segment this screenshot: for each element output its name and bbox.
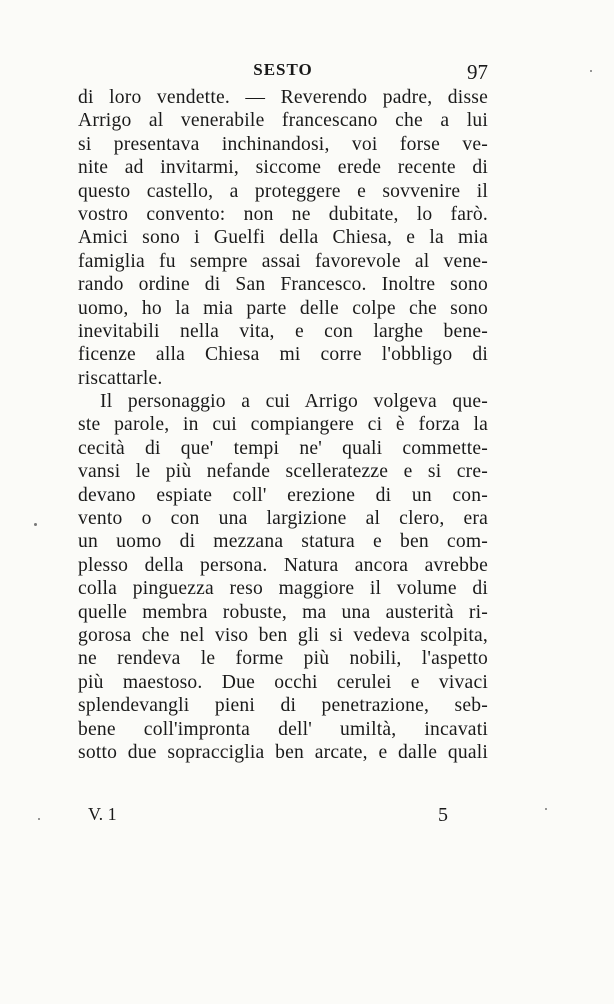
- text-line: colla pinguezza reso maggiore il volume di: [78, 578, 488, 600]
- running-head: [78, 60, 488, 84]
- gathering-number: 5: [438, 804, 448, 826]
- text-line: sotto due sopracciglia ben arcate, e dalle quali: [78, 741, 488, 763]
- text-line: ficenze alla Chiesa mi corre l'obbligo di: [78, 344, 488, 366]
- text-line: quelle membra robuste, ma una austerità ri-: [78, 601, 488, 623]
- text-line: vansi le più nefande scelleratezze e si cre-: [78, 461, 488, 483]
- text-line: Amici sono i Guelfi della Chiesa, e la mia: [78, 227, 488, 249]
- text-line: Il personaggio a cui Arrigo volgeva que-: [100, 391, 488, 413]
- text-line: Arrigo al venerabile francescano che a lui: [78, 110, 488, 132]
- text-line: uomo, ho la mia parte delle colpe che sono: [78, 297, 488, 319]
- text-line: più maestoso. Due occhi cerulei e vivaci: [78, 671, 488, 693]
- signature-mark: V. 1: [88, 804, 117, 824]
- text-line: inevitabili nella vita, e con larghe bene-: [78, 320, 488, 342]
- paragraph-1: [78, 86, 488, 390]
- text-line: vostro convento: non ne dubitate, lo farò.: [78, 203, 488, 225]
- text-line: nite ad invitarmi, siccome erede recente di: [78, 157, 488, 179]
- text-line: gorosa che nel viso ben gli si vedeva scolpita,: [78, 624, 488, 646]
- text-line: un uomo di mezzana statura e ben com-: [78, 531, 488, 553]
- text-line: ste parole, in cui compiangere ci è forza la: [78, 414, 488, 436]
- paragraph-2: [78, 390, 488, 764]
- paper-speck: [545, 808, 547, 810]
- chapter-title: SESTO: [253, 60, 313, 79]
- text-line: splendevangli pieni di penetrazione, seb-: [78, 695, 488, 717]
- text-line: questo castello, a proteggere e sovvenire il: [78, 180, 488, 202]
- body-text: [78, 86, 488, 764]
- text-line: ne rendeva le forme più nobili, l'aspetto: [78, 648, 488, 670]
- text-line: rando ordine di San Francesco. Inoltre sono: [78, 274, 488, 296]
- paper-speck: [34, 523, 37, 526]
- text-line: cecità di que' tempi ne' quali commette-: [78, 437, 488, 459]
- text-line: bene coll'impronta dell' umiltà, incavati: [78, 718, 488, 740]
- paper-speck: [38, 818, 40, 820]
- text-line: si presentava inchinandosi, voi forse ve-: [78, 133, 488, 155]
- text-line: plesso della persona. Natura ancora avrebbe: [78, 554, 488, 576]
- text-line: di loro vendette. — Reverendo padre, disse: [78, 87, 488, 108]
- page-footer: [88, 804, 448, 828]
- text-line: vento o con una largizione al clero, era: [78, 508, 488, 530]
- text-line: riscattarle.: [78, 367, 163, 389]
- paper-speck: [590, 70, 592, 72]
- text-line: famiglia fu sempre assai favorevole al vene-: [78, 250, 488, 272]
- text-line: devano espiate coll' erezione di un con-: [78, 484, 488, 506]
- page-number: 97: [467, 60, 488, 84]
